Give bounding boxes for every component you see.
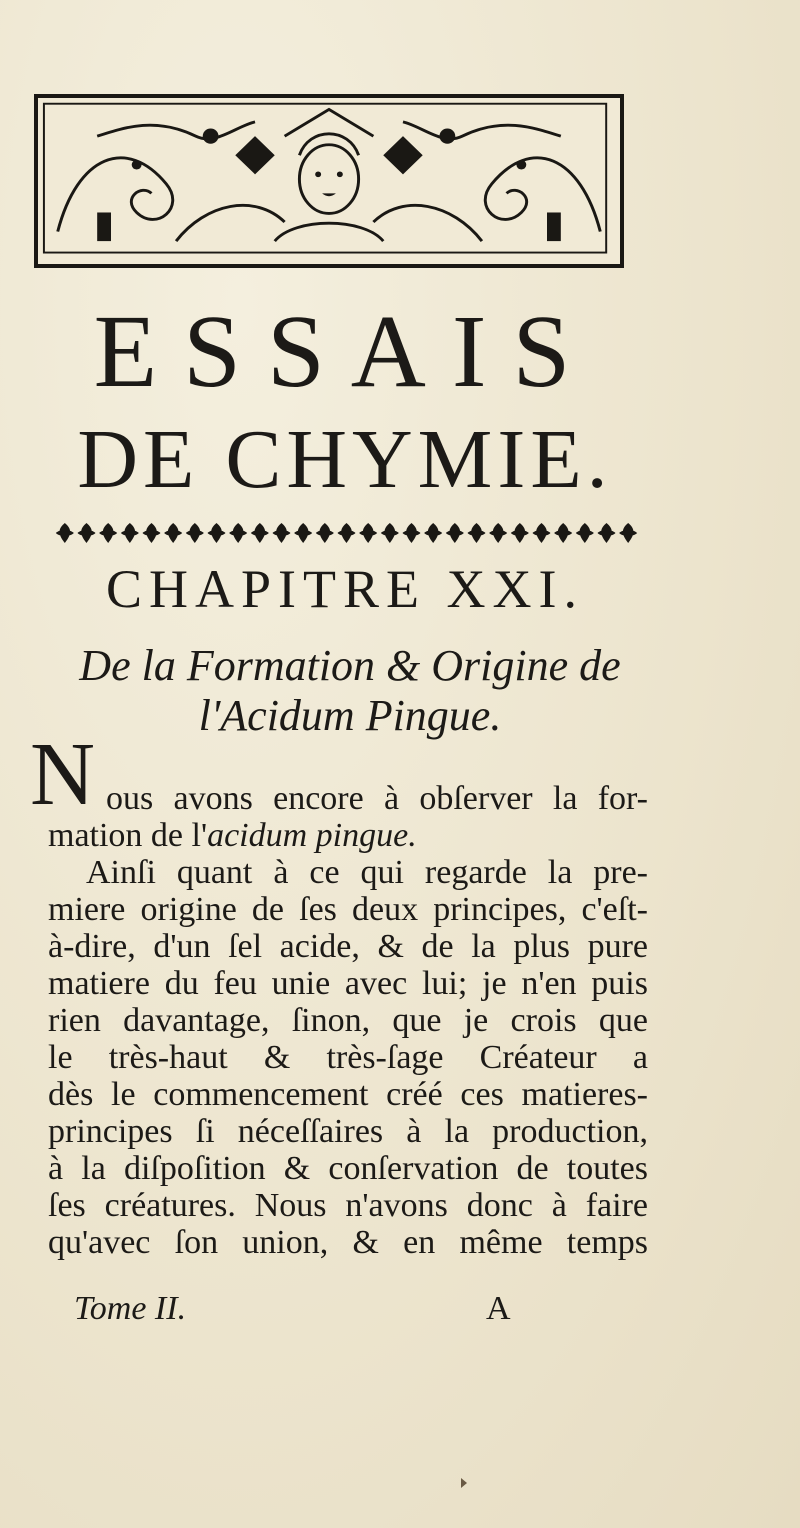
volume-marker: Tome II. [74, 1290, 187, 1327]
fleuron-icon [554, 523, 572, 543]
fleuron-icon [511, 523, 529, 543]
fleuron-icon [619, 523, 637, 543]
text-line: à la diſpoſition & conſervation de toutes [48, 1150, 648, 1187]
fleuron-icon [164, 523, 182, 543]
text-line: le très-haut & très-ſage Créateur a [48, 1039, 648, 1076]
chapter-title-line-1: De la Formation & Origine de [79, 641, 621, 690]
text-line: qu'avec ſon union, & en même temps [48, 1224, 648, 1261]
fleuron-icon [576, 523, 594, 543]
text-line: Ainſi quant à ce qui regarde la pre- [86, 854, 648, 891]
text-line: miere origine de ſes deux principes, c'eſt- [48, 891, 648, 928]
fleuron-icon [381, 523, 399, 543]
fleuron-icon [121, 523, 139, 543]
text-line: rien davantage, ſinon, que je crois que [48, 1002, 648, 1039]
chapter-heading: CHAPITRE XXI. [106, 559, 584, 619]
fleuron-icon [468, 523, 486, 543]
book-subtitle: DE CHYMIE. [77, 413, 613, 506]
text-line: principes ſi néceſſaires à la production, [48, 1113, 648, 1150]
ink-speck [460, 1478, 468, 1488]
fleuron-icon [598, 523, 616, 543]
fleuron-icon [424, 523, 442, 543]
fleuron-icon [186, 523, 204, 543]
text-line: ous avons encore à obſerver la for- [106, 780, 648, 817]
text-line [48, 817, 648, 854]
text-line: ſes créatures. Nous n'avons donc à faire [48, 1187, 648, 1224]
fleuron-rule [54, 520, 639, 546]
fleuron-icon [446, 523, 464, 543]
fleuron-icon [229, 523, 247, 543]
book-title: ESSAIS [93, 294, 597, 409]
fleuron-icon [338, 523, 356, 543]
fleuron-icon [489, 523, 507, 543]
text-line: à-dire, d'un ſel acide, & de la plus pure [48, 928, 648, 965]
chapter-title-line-2: l'Acidum Pingue. [198, 691, 502, 740]
fleuron-icon [359, 523, 377, 543]
fleuron-icon [316, 523, 334, 543]
fleuron-icon [78, 523, 96, 543]
fleuron-icon [403, 523, 421, 543]
drop-cap: N [30, 725, 95, 824]
fleuron-icon [143, 523, 161, 543]
fleuron-icon [294, 523, 312, 543]
fleuron-icon [208, 523, 226, 543]
text-fragment: mation de l' [48, 817, 208, 854]
fleuron-icon [99, 523, 117, 543]
fleuron-icon [56, 523, 74, 543]
fleuron-icon [251, 523, 269, 543]
text-line: matiere du feu unie avec lui; je n'en puis [48, 965, 648, 1002]
italic-term: acidum pingue. [207, 817, 417, 854]
fleuron-icon [273, 523, 291, 543]
text-line: dès le commencement créé ces matieres- [48, 1076, 648, 1113]
body-text [48, 780, 648, 1261]
ornamental-headpiece [34, 94, 624, 268]
fleuron-icon [533, 523, 551, 543]
signature-mark: A [486, 1290, 511, 1327]
